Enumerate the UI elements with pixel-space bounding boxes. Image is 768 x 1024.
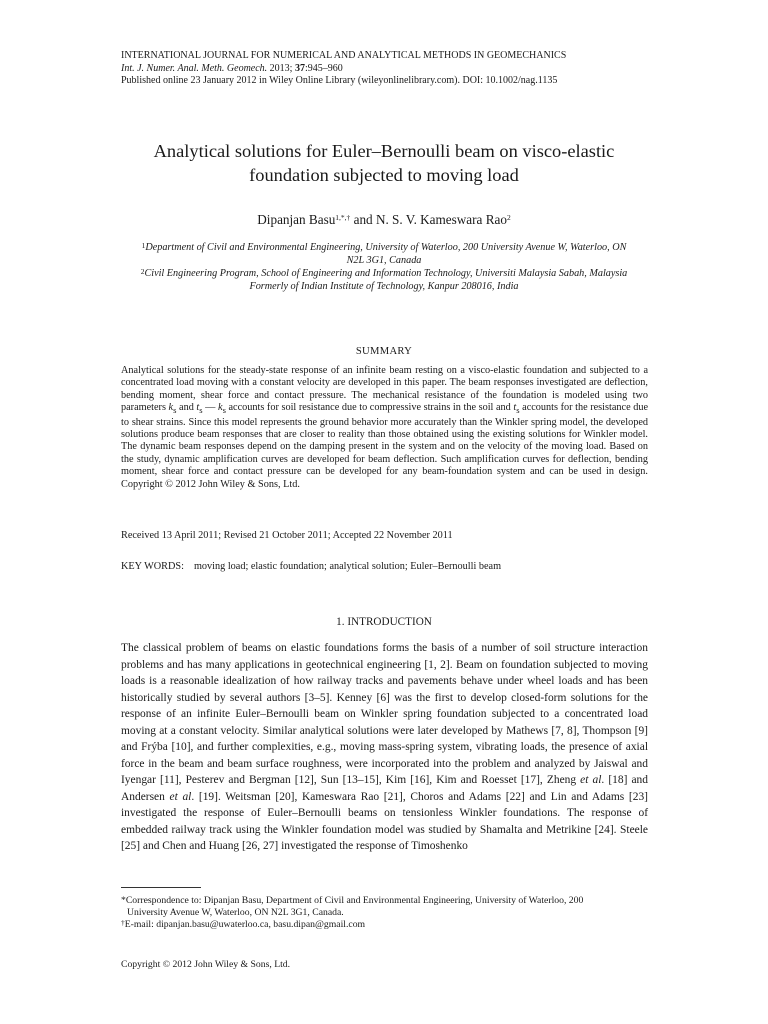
symbol-t-2-subscript: s (516, 405, 520, 416)
affiliation-2-mark: 2 (140, 267, 145, 276)
journal-header (121, 50, 681, 88)
intro-text-1: The classical problem of beams on elastic foundations forms the basis of a number of soil structure interaction problems and has many applications in geotechnical engineering [1, 2]. Beam on foundation subjected to moving loads is a reasonable idealization of how railway tracks and pavements behave under wheel loads and has been historically studied by several authors [3–5]. Kenney [6] was the first to develop closed-form solutions for the response of an infinite Euler–Bernoulli beam on Winkler spring foundation subjected to a concentrated load moving at a constant velocity. Similar analytical solutions were later developed by Mathews [7, 8], Thompson [9] and Frýba [10], and further complexities, e.g., moving mass-spring system, vibrating loads, the presence of axial force in the beam and beam surface roughness, were incorporated into the problem and analyzed by Jaiswal and Iyengar [11], Pesterev and Bergman [12], Sun [13–15], Kim [16], Kim and Roesset [17], Zheng (121, 642, 648, 786)
abstract-text-3: accounts for the resistance due to shear strains. Since this model represents the ground behavior more accurately than the Winkler spring model, the developed solutions produce beam responses that are closer to reality than those obtained using the existing solutions for Winkler model. The dynamic beam responses depend on the damping present in the system and on the velocity of the moving load. Based on the study, dynamic amplification curves are developed for beam deflection. Such amplification curves for deflection, bending moment, shear force and contact pressure can be developed for any beam-foundation system and can be used in design. Copyright © 2012 John Wiley & Sons, Ltd. (121, 402, 649, 490)
affiliation-1-line-1: Department of Civil and Environmental Engineering, University of Waterloo, 200 University Avenue W, Waterloo, ON (145, 242, 627, 253)
symbol-t: t (196, 402, 200, 414)
affiliation-2 (120, 267, 648, 293)
affiliation-1 (120, 241, 648, 267)
abstract-dash: — (202, 402, 219, 414)
published-line: Published online 23 January 2012 in Wiley Online Library (wileyonlinelibrary.com). DOI: 10.1002/nag.1135 (121, 75, 558, 86)
citation-year: 2013; (269, 62, 293, 74)
copyright-notice: Copyright © 2012 John Wiley & Sons, Ltd. (121, 959, 291, 970)
received-dates: Received 13 April 2011; Revised 21 October 2011; Accepted 22 November 2011 (121, 530, 453, 541)
author-1: Dipanjan Basu (257, 212, 336, 227)
citation-volume: 37 (294, 62, 305, 74)
section-heading-introduction: 1. INTRODUCTION (336, 616, 432, 628)
author-2-marks: 2 (506, 213, 511, 222)
abstract-text-2: accounts for soil resistance due to compressive strains in the soil and (225, 402, 514, 414)
intro-text-2: . [18] and Andersen (121, 774, 648, 803)
symbol-k-2: k (218, 402, 223, 414)
title-line-1: Analytical solutions for Euler–Bernoulli beam on visco-elastic (153, 141, 615, 161)
symbol-t-2: t (513, 402, 517, 414)
footnote-email-mark: † (121, 918, 125, 928)
abstract-text-1: Analytical solutions for the steady-state response of an infinite beam resting on a visco-elastic foundation and subjected to a concentrated load moving with a constant velocity are developed in this paper. The beam responses investigated are deflection, bending moment, shear force and contact pressure. The mechanical resistance of the foundation is modeled using two parameters (121, 365, 648, 414)
keywords-label: KEY WORDS: (121, 561, 184, 572)
affiliation-1-mark: 1 (141, 241, 146, 250)
footnotes (121, 895, 648, 932)
footnote-email (121, 919, 648, 931)
symbol-k-2-subscript: s (222, 405, 226, 416)
affiliation-2-line-2: Formerly of Indian Institute of Technology, Kanpur 208016, India (249, 281, 519, 292)
abstract-and: and (176, 402, 197, 414)
affiliation-2-line-1: Civil Engineering Program, School of Engineering and Information Technology, Universiti Malaysia Sabah, Malaysia (144, 268, 628, 279)
symbol-t-subscript: s (199, 405, 203, 416)
citation-pages: :945–960 (304, 62, 343, 74)
intro-et-al-1: et al (580, 774, 602, 786)
author-joiner: and (353, 212, 373, 227)
citation-journal: Int. J. Numer. Anal. Meth. Geomech. (121, 62, 268, 74)
introduction-paragraph (121, 640, 648, 855)
author-1-marks: 1,*,† (335, 213, 351, 222)
footnote-email-text: E-mail: dipanjan.basu@uwaterloo.ca, basu.dipan@gmail.com (124, 919, 366, 931)
intro-et-al-2: et al (169, 790, 192, 803)
intro-text-3: . [19]. Weitsman [20], Kameswara Rao [21], Choros and Adams [22] and Lin and Adams [23] investigated the response of Euler–Bernoulli beams on tensionless Winkler foundations. The response of embedded railway track using the Winkler foundation model was studied by Shamalta and Metrikine [24]. Steele [25] and Chen and Huang [26, 27] investigated the response of Timoshenko (121, 790, 648, 852)
footnote-correspondence-cont: University Avenue W, Waterloo, ON N2L 3G1, Canada. (127, 907, 344, 919)
summary-heading: SUMMARY (355, 346, 413, 357)
title-line-2: foundation subjected to moving load (249, 165, 519, 185)
journal-citation (121, 63, 681, 76)
symbol-k-subscript: s (173, 405, 177, 416)
keywords-text: moving load; elastic foundation; analytical solution; Euler–Bernoulli beam (193, 561, 502, 572)
affiliations (120, 241, 648, 293)
keywords-line (121, 561, 648, 573)
author-2: N. S. V. Kameswara Rao (375, 212, 507, 227)
paper-title (100, 139, 668, 187)
footnote-divider (121, 887, 201, 888)
author-list (100, 212, 668, 228)
affiliation-1-line-2: N2L 3G1, Canada (346, 255, 422, 266)
abstract-paragraph (121, 365, 648, 491)
symbol-k: k (168, 402, 174, 414)
footnote-correspondence: *Correspondence to: Dipanjan Basu, Department of Civil and Environmental Engineering, University of Waterloo, 200 (121, 895, 584, 906)
journal-name: INTERNATIONAL JOURNAL FOR NUMERICAL AND ANALYTICAL METHODS IN GEOMECHANICS (121, 50, 567, 61)
